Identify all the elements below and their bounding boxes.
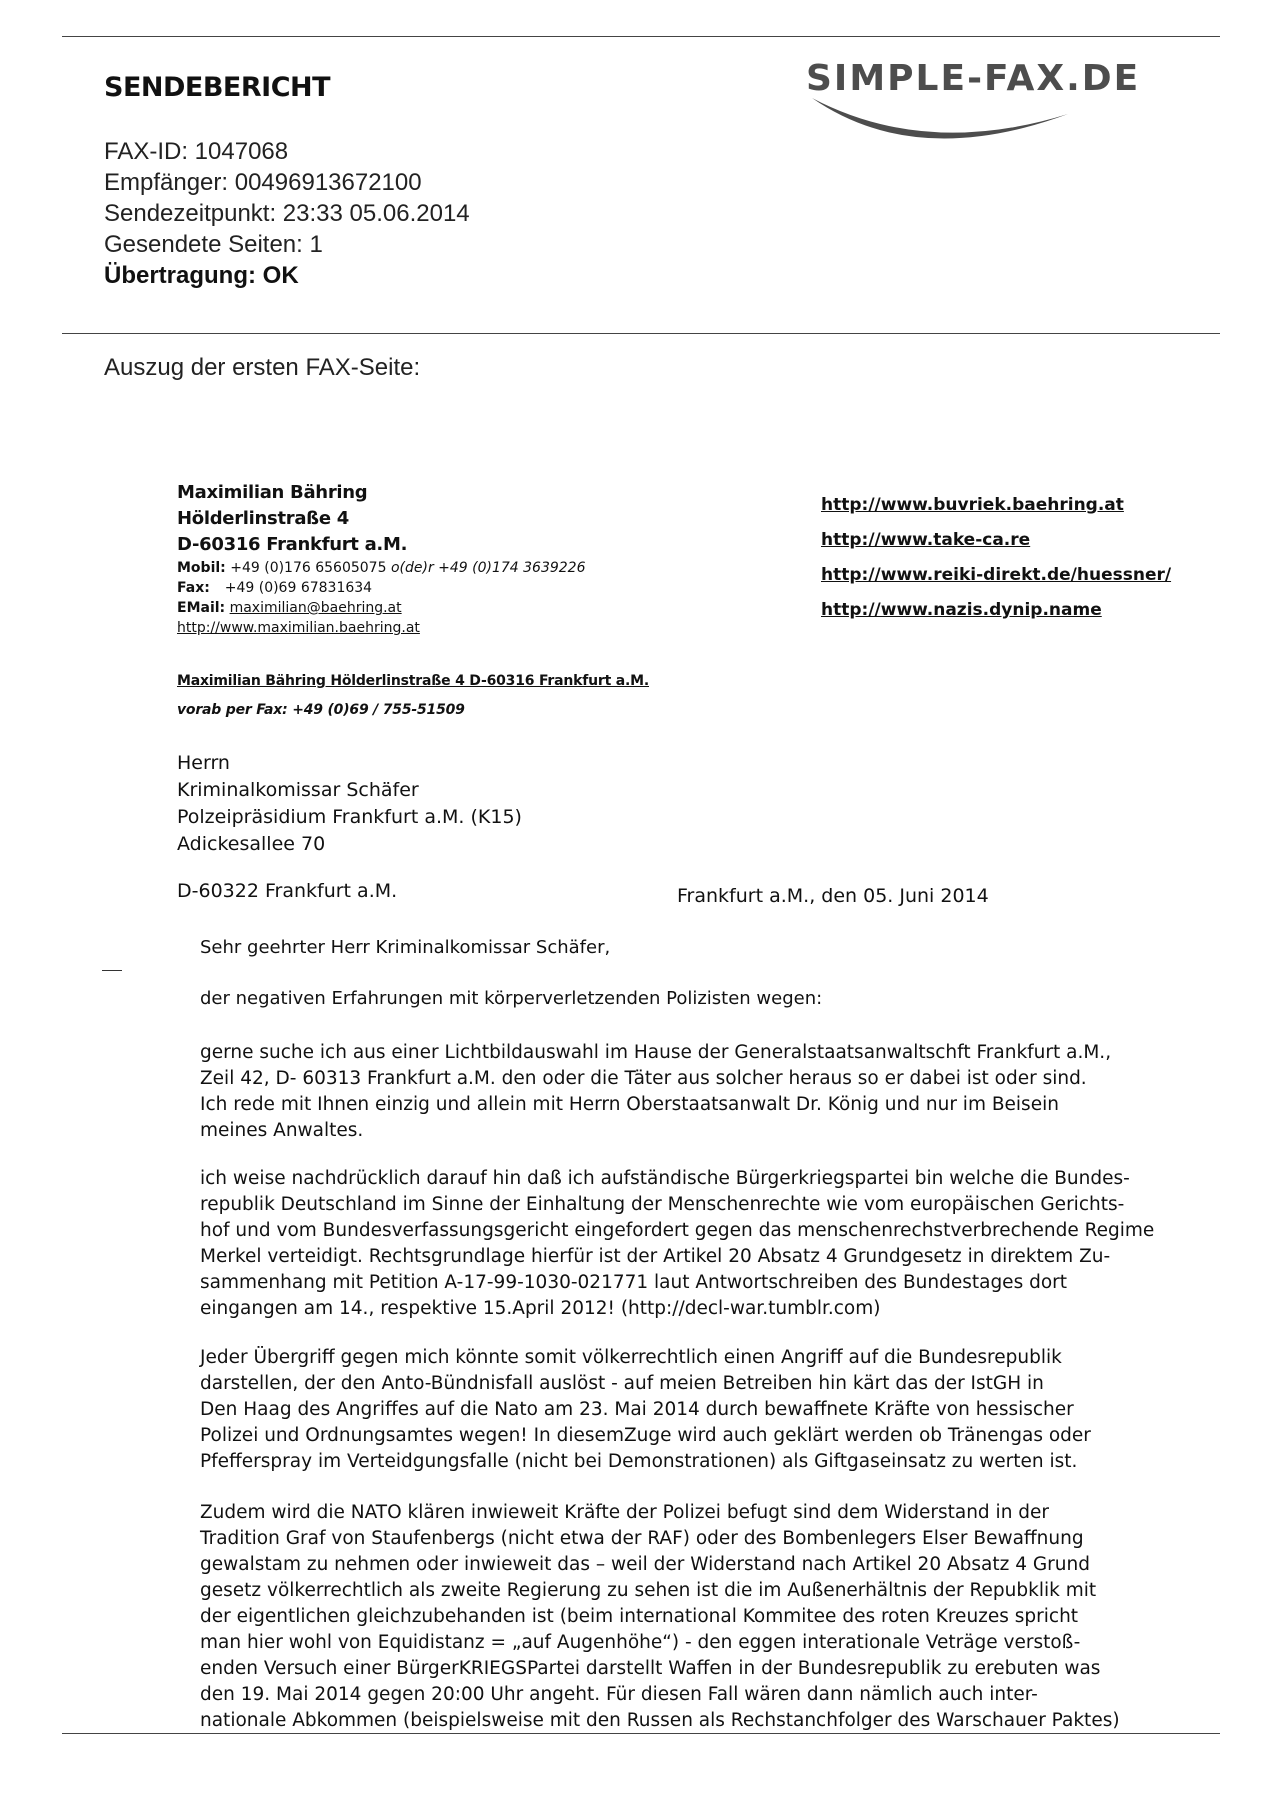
paragraph-2 [200, 1166, 1154, 1322]
text-line: Pfefferspray im Verteidgungsfalle (nicht bei Demonstrationen) als Giftgaseinsatz zu werten ist. [200, 1451, 1078, 1472]
sender-web-link[interactable]: http://www.maximilian.baehring.at [177, 620, 420, 636]
paragraph-3 [200, 1345, 1091, 1475]
text-line: den 19. Mai 2014 gegen 20:00 Uhr angeht. Für diesen Fall wären dann nämlich auch inter- [200, 1684, 1038, 1705]
address-line: Kriminalkomissar Schäfer [177, 779, 419, 801]
text-line: Tradition Graf von Staufenbergs (nicht etwa der RAF) oder des Bombenlegers Elser Bewaffnung [200, 1528, 1084, 1549]
text-line: sammenhang mit Petition A-17-99-1030-021771 laut Antwortschreiben des Bundestages dort [200, 1272, 1068, 1293]
text-line: Ich rede mit Ihnen einzig und allein mit Herrn Oberstaatsanwalt Dr. König und nur im Beisein [200, 1094, 1059, 1115]
text-line: republik Deutschland im Sinne der Einhaltung der Menschenrechte wie vom europäischen Gerichts- [200, 1194, 1125, 1215]
vorab-fax-line: vorab per Fax: +49 (0)69 / 755-51509 [177, 702, 465, 718]
return-address: Maximilian Bähring Hölderlinstraße 4 D-60316 Frankfurt a.M. [177, 673, 649, 689]
sender-mobil: Mobil: +49 (0)176 65605075 o(de)r +49 (0)174 3639226 [177, 560, 586, 576]
bottom-divider [62, 1733, 1220, 1734]
link-item[interactable]: http://www.take-ca.re [821, 530, 1031, 550]
logo-text: SIMPLE-FAX.DE [806, 58, 1141, 99]
text-line: gewalstam zu nehmen oder inwieweit das – weil der Widerstand nach Artikel 20 Absatz 4 Grund [200, 1554, 1090, 1575]
sender-street: Hölderlinstraße 4 [177, 508, 349, 529]
sender-block [177, 480, 586, 638]
text-line: gesetz völkerrechtlich als zweite Regierung zu sehen ist die im Außenerhältnis der Repubklik mit [200, 1580, 1097, 1601]
text-line: Polizei und Ordnungsamtes wegen! In diesemZuge wird auch geklärt werden ob Tränengas oder [200, 1425, 1091, 1446]
text-line: Zudem wird die NATO klären inwieweit Kräfte der Polizei befugt sind dem Widerstand in der [200, 1502, 1050, 1523]
text-line: der eigentlichen gleichzubehanden ist (beim international Kommitee des roten Kreuzes spricht [200, 1606, 1079, 1627]
pages-sent: Gesendete Seiten: 1 [104, 231, 323, 258]
report-title: SENDEBERICHT [104, 72, 331, 103]
recipient-address [177, 750, 522, 858]
send-time: Sendezeitpunkt: 23:33 05.06.2014 [104, 200, 470, 227]
address-line: Adickesallee 70 [177, 833, 326, 855]
text-line: darstellen, der den Anto-Bündnisfall auslöst - auf meien Betreiben hin kärt das der IstGH in [200, 1373, 1044, 1394]
text-line: gerne suche ich aus einer Lichtbildauswahl im Hause der Generalstaatsanwaltschft Frankfurt a.M., [200, 1042, 1112, 1063]
paragraph-4 [200, 1500, 1120, 1734]
simple-fax-logo [806, 58, 1206, 158]
sender-name: Maximilian Bähring [177, 482, 368, 503]
recipient-city: D-60322 Frankfurt a.M. [177, 880, 398, 902]
address-line: Polzeipräsidium Frankfurt a.M. (K15) [177, 806, 522, 828]
text-line: hof und vom Bundesverfassungsgericht eingefordert gegen das menschenrechstverbrechende Regime [200, 1220, 1155, 1241]
text-line: eingangen am 14., respektive 15.April 2012! (http://decl-war.tumblr.com) [200, 1298, 881, 1319]
link-item[interactable]: http://www.buvriek.baehring.at [821, 495, 1124, 515]
address-line: Herrn [177, 752, 230, 774]
link-item[interactable]: http://www.reiki-direkt.de/huessner/ [821, 565, 1172, 585]
text-line: enden Versuch einer BürgerKRIEGSPartei darstellt Waffen in der Bundesrepublik zu erebuten was [200, 1658, 1101, 1679]
text-line: Jeder Übergriff gegen mich könnte somit völkerrechtlich einen Angriff auf die Bundesrepublik [200, 1347, 1062, 1368]
link-list [821, 488, 1171, 628]
intro-line: der negativen Erfahrungen mit körperverletzenden Polizisten wegen: [200, 988, 823, 1009]
sender-email-link[interactable]: maximilian@baehring.at [229, 600, 402, 616]
text-line: man hier wohl von Equidistanz = „auf Augenhöhe“) - den eggen interationale Veträge verstoß- [200, 1632, 1081, 1653]
fold-mark [102, 970, 122, 971]
fax-id: FAX-ID: 1047068 [104, 138, 289, 165]
middle-divider [62, 333, 1220, 334]
recipient-number: Empfänger: 00496913672100 [104, 169, 422, 196]
date-line: Frankfurt a.M., den 05. Juni 2014 [677, 885, 989, 907]
text-line: meines Anwaltes. [200, 1120, 364, 1141]
top-divider [62, 36, 1220, 37]
sender-city: D-60316 Frankfurt a.M. [177, 534, 408, 555]
text-line: Zeil 42, D- 60313 Frankfurt a.M. den oder die Täter aus solcher heraus so er dabei ist oder sind. [200, 1068, 1087, 1089]
salutation: Sehr geehrter Herr Kriminalkomissar Schäfer, [200, 937, 611, 958]
excerpt-label: Auszug der ersten FAX-Seite: [104, 354, 421, 381]
logo-swoosh-icon [806, 58, 1206, 158]
link-item[interactable]: http://www.nazis.dynip.name [821, 600, 1102, 620]
text-line: Den Haag des Angriffes auf die Nato am 23. Mai 2014 durch bewaffnete Kräfte von hessischer [200, 1399, 1074, 1420]
text-line: Merkel verteidigt. Rechtsgrundlage hierfür ist der Artikel 20 Absatz 4 Grundgesetz in direktem Zu- [200, 1246, 1111, 1267]
text-line: ich weise nachdrücklich darauf hin daß ich aufständische Bürgerkriegspartei bin welche die Bundes- [200, 1168, 1130, 1189]
sender-fax: Fax: +49 (0)69 67831634 [177, 580, 373, 596]
paragraph-1 [200, 1040, 1111, 1144]
sender-email: EMail: maximilian@baehring.at [177, 600, 402, 616]
report-details [104, 136, 470, 291]
transmission-status: Übertragung: OK [104, 262, 299, 289]
text-line: nationale Abkommen (beispielsweise mit den Russen als Rechstanchfolger des Warschauer Paktes) [200, 1710, 1120, 1731]
